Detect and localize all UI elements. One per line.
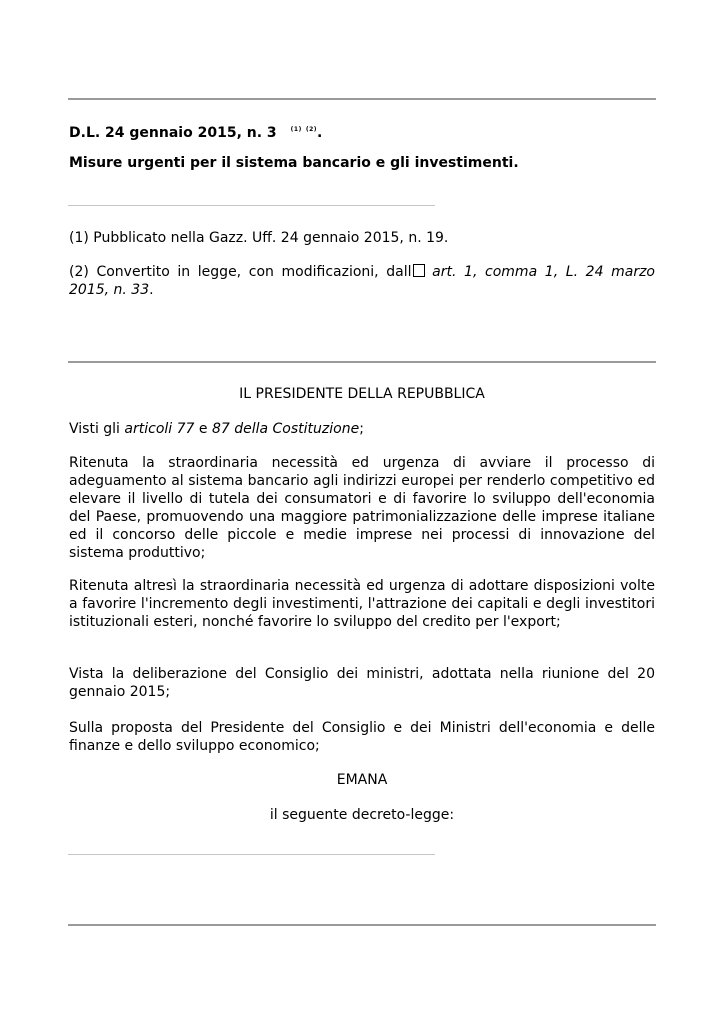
seguente-line: il seguente decreto-legge: <box>269 807 455 823</box>
footnote-ref-1[interactable]: (1) <box>290 126 302 133</box>
document-subtitle: Misure urgenti per il sistema bancario e gli investimenti. <box>69 155 519 171</box>
visti-paragraph <box>69 420 655 438</box>
law-reference-link[interactable]: art. 1, comma 1, L. 24 marzo 2015, n. 33 <box>69 264 655 298</box>
footnote-2-end: . <box>149 282 154 298</box>
document-title <box>69 121 655 142</box>
bottom-divider <box>68 924 656 926</box>
end-divider <box>68 854 435 855</box>
footnote-2-text: (2) Convertito in legge, con modificazioni, dall <box>69 264 412 280</box>
emana-heading: EMANA <box>336 772 388 788</box>
article-77-link[interactable]: articoli 77 <box>124 421 195 437</box>
notes-divider <box>68 205 435 206</box>
ritenuta-paragraph-1: Ritenuta la straordinaria necessità ed urgenza di avviare il processo di adeguamento al sistema bancario agli indirizzi europei per renderlo competitivo ed elevare il livello di tutela dei consumatori e di favorire lo sviluppo dell'economia del Paese, promuovendo una maggiore patrimonializzazione delle imprese italiane ed il concorso delle piccole e medie imprese nei processi di innovazione del sistema produttivo; <box>69 455 655 561</box>
president-heading: IL PRESIDENTE DELLA REPUBBLICA <box>239 386 485 402</box>
title-text: D.L. 24 gennaio 2015, n. 3 <box>69 125 277 141</box>
footnote-2 <box>69 263 655 299</box>
proposta-paragraph: Sulla proposta del Presidente del Consiglio e dei Ministri dell'economia e delle finanze e dello sviluppo economico; <box>69 720 655 754</box>
title-period: . <box>317 125 323 141</box>
vista-paragraph: Vista la deliberazione del Consiglio dei ministri, adottata nella riunione del 20 gennaio 2015; <box>69 666 655 700</box>
visti-conj: e <box>194 421 212 437</box>
footnote-1: (1) Pubblicato nella Gazz. Uff. 24 gennaio 2015, n. 19. <box>69 230 449 246</box>
missing-glyph-icon <box>413 264 425 277</box>
preamble-divider <box>68 361 656 363</box>
top-divider <box>68 98 656 100</box>
ritenuta-paragraph-2: Ritenuta altresì la straordinaria necessità ed urgenza di adottare disposizioni volte a favorire l'incremento degli investimenti, l'attrazione dei capitali e degli investitori istituzionali esteri, nonché favorire lo sviluppo del credito per l'export; <box>69 578 655 630</box>
visti-text: Visti gli <box>69 421 125 437</box>
visti-end: ; <box>359 421 364 437</box>
footnote-ref-2[interactable]: (2) <box>305 126 317 133</box>
article-87-link[interactable]: 87 della Costituzione <box>211 421 360 437</box>
